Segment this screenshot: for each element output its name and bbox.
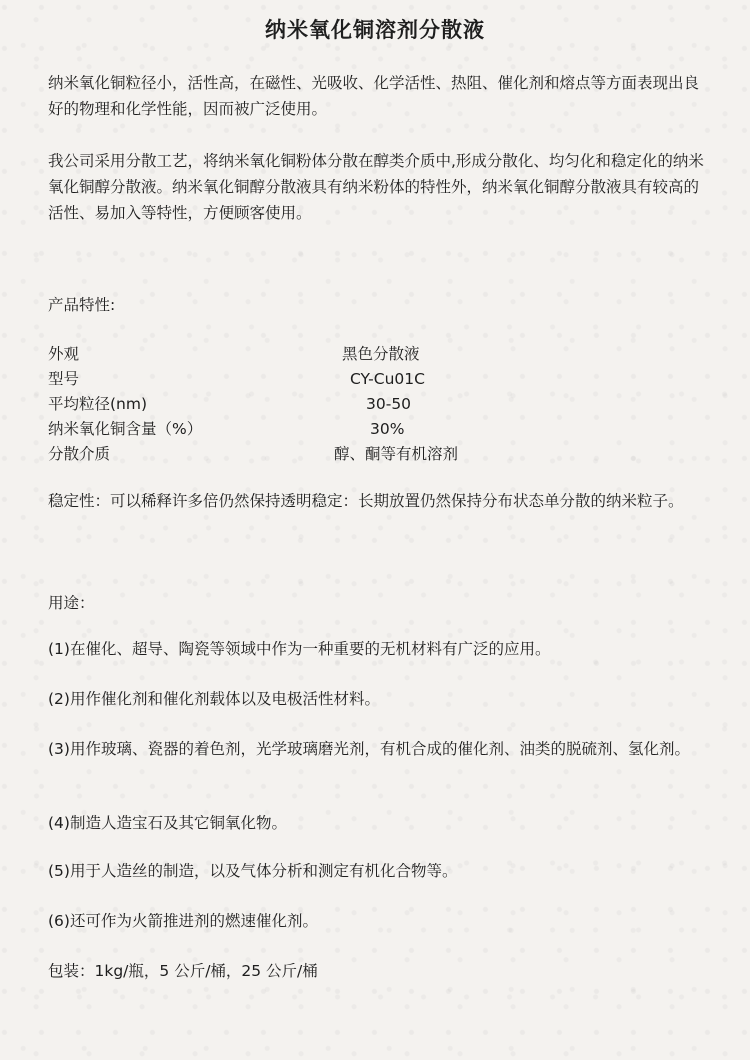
feature-value: 30-50 — [366, 395, 412, 413]
feature-value: 30% — [370, 420, 405, 438]
feature-label: 分散介质 — [48, 445, 111, 463]
use-item-2: (2)用作催化剂和催化剂载体以及电极活性材料。 — [48, 690, 380, 708]
feature-label: 平均粒径(nm) — [48, 395, 148, 413]
feature-label: 外观 — [48, 345, 80, 363]
use-item-1: (1)在催化、超导、陶瓷等领域中作为一种重要的无机材料有广泛的应用。 — [48, 640, 551, 658]
feature-value: CY-Cu01C — [350, 370, 425, 388]
feature-row-content — [48, 417, 688, 441]
features-heading: 产品特性: — [48, 296, 116, 314]
stability-paragraph: 稳定性：可以稀释许多倍仍然保持透明稳定：长期放置仍然保持分布状态单分散的纳米粒子。 — [48, 492, 684, 510]
feature-row-medium — [48, 442, 688, 466]
use-item-6: (6)还可作为火箭推进剂的燃速催化剂。 — [48, 912, 318, 930]
feature-row-appearance — [48, 342, 688, 366]
packaging-info: 包装：1kg/瓶，5 公斤/桶，25 公斤/桶 — [48, 962, 318, 980]
feature-value: 黑色分散液 — [342, 345, 420, 363]
use-item-4: (4)制造人造宝石及其它铜氧化物。 — [48, 814, 287, 832]
document-title: 纳米氧化铜溶剂分散液 — [265, 18, 485, 42]
feature-label: 纳米氧化铜含量（%） — [48, 420, 203, 438]
feature-row-particle-size — [48, 392, 688, 416]
intro-paragraph-2: 我公司采用分散工艺，将纳米氧化铜粉体分散在醇类介质中,形成分散化、均匀化和稳定化的纳米氧化铜醇分散液。纳米氧化铜醇分散液具有纳米粉体的特性外，纳米氧化铜醇分散液具有较高的活性、易加入等特性，方便顾客使用。 — [48, 152, 704, 222]
use-item-5: (5)用于人造丝的制造，以及气体分析和测定有机化合物等。 — [48, 862, 458, 880]
uses-heading: 用途： — [48, 594, 95, 612]
feature-label: 型号 — [48, 370, 80, 388]
feature-value: 醇、酮等有机溶剂 — [334, 445, 459, 463]
intro-paragraph-1: 纳米氧化铜粒径小，活性高，在磁性、光吸收、化学活性、热阻、催化剂和熔点等方面表现出良好的物理和化学性能，因而被广泛使用。 — [48, 74, 700, 118]
use-item-3: (3)用作玻璃、瓷器的着色剂，光学玻璃磨光剂，有机合成的催化剂、油类的脱硫剂、氢化剂。 — [48, 740, 690, 758]
feature-row-model — [48, 367, 688, 391]
